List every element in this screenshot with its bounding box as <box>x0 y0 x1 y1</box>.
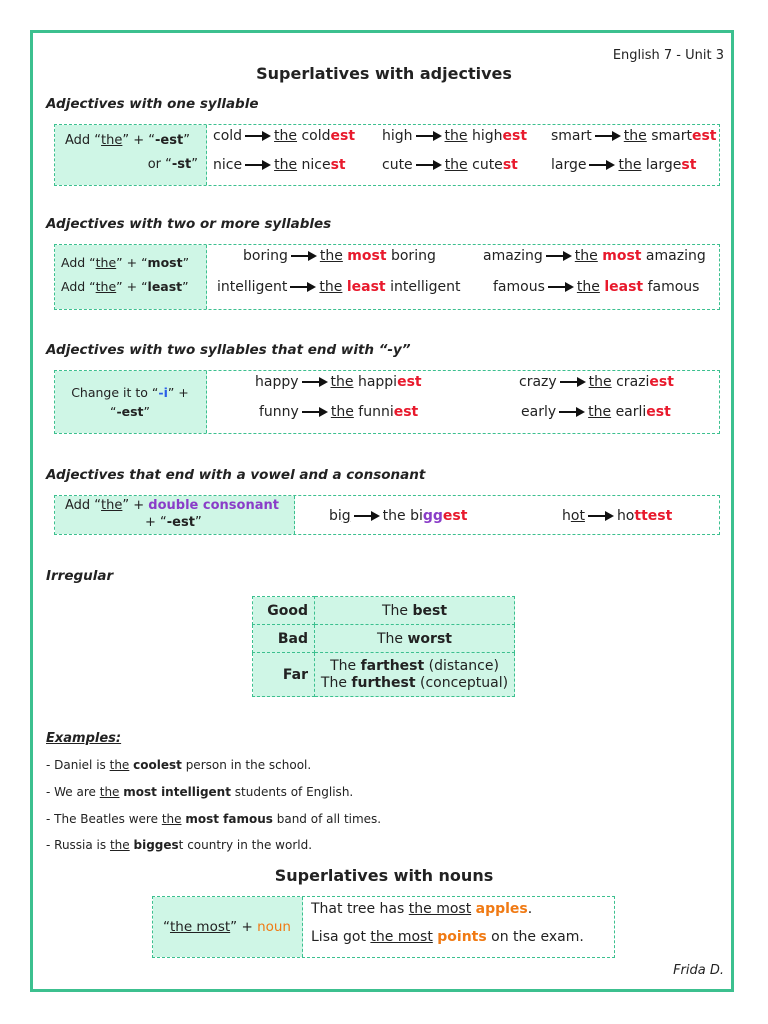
vc-rule-line-1: Add “the” + double consonant <box>65 498 279 513</box>
unit-label: English 7 - Unit 3 <box>612 48 724 63</box>
y-rule-line-1: Change it to “-i” + <box>71 385 189 400</box>
one-syllable-box <box>54 124 720 186</box>
one-syllable-rule <box>55 125 207 185</box>
arrow-icon <box>416 131 442 141</box>
example-sentence: - We are the most intelligent students of English. <box>46 785 354 799</box>
rule-most: Add “the” + “most” <box>61 255 190 270</box>
examples-heading: Examples: <box>46 731 122 746</box>
vc-rule <box>55 496 295 534</box>
example-high: high the highest <box>382 128 528 144</box>
arrow-icon <box>416 160 442 170</box>
example-large: large the largest <box>551 157 697 173</box>
arrow-icon <box>588 511 614 521</box>
nouns-rule-text: “the most” + noun <box>162 919 291 935</box>
example-nice: nice the nicest <box>213 157 346 173</box>
example-early: early the earliest <box>521 404 671 420</box>
nouns-example-2: Lisa got the most points on the exam. <box>311 929 584 945</box>
example-cold: cold the coldest <box>213 128 356 144</box>
nouns-title: Superlatives with nouns <box>274 866 494 885</box>
example-happy: happy the happiest <box>255 374 422 390</box>
arrow-icon <box>595 131 621 141</box>
example-sentence: - The Beatles were the most famous band of all times. <box>46 812 382 826</box>
heading-y: Adjectives with two syllables that end with “-y” <box>46 342 411 358</box>
two-syllables-box <box>54 244 720 310</box>
y-box <box>54 370 720 434</box>
page-title: Superlatives with adjectives <box>256 64 512 83</box>
nouns-rule <box>153 897 303 957</box>
example-famous: famous the least famous <box>493 279 700 295</box>
irregular-value: The best <box>315 597 515 625</box>
y-rule-line-2: “-est” <box>109 404 151 419</box>
example-crazy: crazy the craziest <box>519 374 674 390</box>
example-boring: boring the most boring <box>243 248 436 264</box>
irregular-row-bad <box>253 625 515 653</box>
arrow-icon <box>560 377 586 387</box>
y-rule <box>55 371 207 433</box>
example-cute: cute the cutest <box>382 157 518 173</box>
example-sentence: - Russia is the biggest country in the world. <box>46 838 313 852</box>
example-funny: funny the funniest <box>259 404 419 420</box>
irregular-table <box>252 596 515 697</box>
arrow-icon <box>546 251 572 261</box>
example-amazing: amazing the most amazing <box>483 248 706 264</box>
rule-line-1: Add “the” + “-est” <box>65 133 190 148</box>
arrow-icon <box>548 282 574 292</box>
irregular-key: Far <box>253 653 315 697</box>
arrow-icon <box>302 407 328 417</box>
vowel-consonant-box <box>54 495 720 535</box>
arrow-icon <box>291 251 317 261</box>
example-intelligent: intelligent the least intelligent <box>217 279 461 295</box>
arrow-icon <box>559 407 585 417</box>
rule-line-2: or “-st” <box>147 157 198 172</box>
irregular-key: Good <box>253 597 315 625</box>
signature: Frida D. <box>673 963 724 978</box>
vc-rule-line-2: + “-est” <box>145 515 202 530</box>
example-hot: hot hottest <box>562 508 673 524</box>
two-syllables-rule <box>55 245 207 309</box>
irregular-row-good <box>253 597 515 625</box>
arrow-icon <box>354 511 380 521</box>
irregular-key: Bad <box>253 625 315 653</box>
arrow-icon <box>302 377 328 387</box>
nouns-example-1: That tree has the most apples. <box>311 901 533 917</box>
example-big: big the biggest <box>329 508 468 524</box>
arrow-icon <box>245 160 271 170</box>
heading-two-syllables: Adjectives with two or more syllables <box>46 216 332 232</box>
example-sentence: - Daniel is the coolest person in the school. <box>46 758 312 772</box>
rule-least: Add “the” + “least” <box>61 279 189 294</box>
arrow-icon <box>290 282 316 292</box>
example-smart: smart the smartest <box>551 128 717 144</box>
heading-vowel-consonant: Adjectives that end with a vowel and a consonant <box>46 467 426 483</box>
heading-irregular: Irregular <box>46 568 114 584</box>
arrow-icon <box>245 131 271 141</box>
arrow-icon <box>589 160 615 170</box>
irregular-value: The worst <box>315 625 515 653</box>
heading-one-syllable: Adjectives with one syllable <box>46 96 259 112</box>
nouns-box <box>152 896 615 958</box>
irregular-value: The farthest (distance) The furthest (conceptual) <box>315 653 515 697</box>
irregular-row-far <box>253 653 515 697</box>
